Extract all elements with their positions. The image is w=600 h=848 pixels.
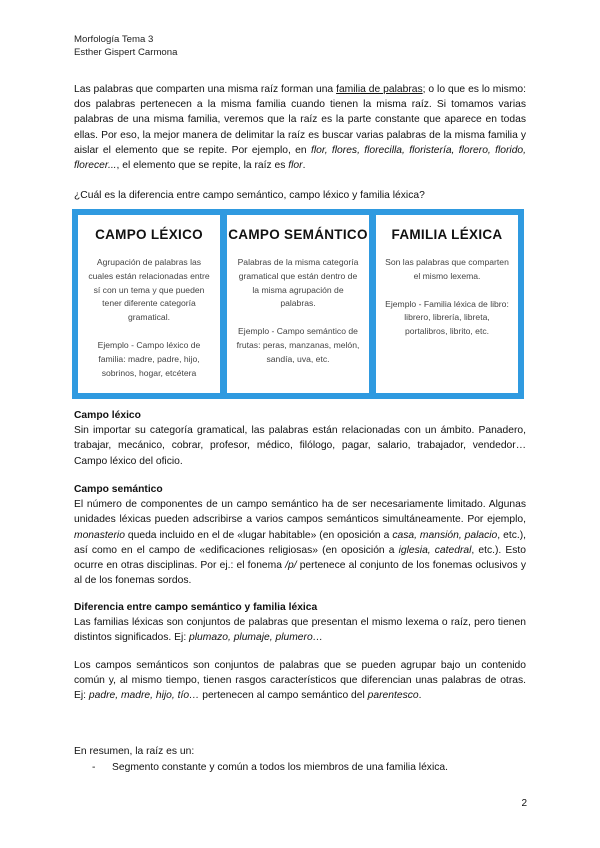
column-definition: Agrupación de palabras las cuales están relacionadas entre sí con un tema y que pueden tener diferente categoría gramatical. [88,257,210,323]
column-title: CAMPO SEMÁNTICO [228,227,368,242]
column-example: Ejemplo - Campo léxico de familia: madre, padre, hijo, sobrinos, hogar, etcétera [97,339,201,378]
document-header [74,33,177,59]
header-author: Esther Gispert Carmona [74,47,178,58]
comparison-infographic [72,209,524,399]
column-familia-lexica [376,215,518,393]
bullet-text: Segmento constante y común a todos los miembros de una familia léxica. [112,762,448,773]
column-example: Ejemplo - Campo semántico de frutas: peras, manzanas, melón, sandía, uva, etc. [236,326,360,364]
section-campo-lexico [74,408,526,469]
column-definition: Palabras de la misma categoría gramatical que están dentro de la misma agrupación de palabras. [237,257,359,309]
column-title: CAMPO LÉXICO [95,227,203,242]
column-example: Ejemplo - Familia léxica de libro: librero, librería, libreta, portalibros, librito, etc. [385,298,509,337]
column-campo-semantico [227,215,369,393]
bullet-dash: - [92,762,96,773]
section-heading: Campo semántico [74,484,163,495]
page-number: 2 [521,798,527,809]
section-heading: Campo léxico [74,410,141,421]
header-subject: Morfología Tema 3 [74,34,154,45]
column-title: FAMILIA LÉXICA [391,227,503,242]
intro-paragraph: Las palabras que comparten una misma raíz forman una familia de palabras; o lo que es lo mismo: dos palabras pertenecen a la misma familia cuando tienen la misma raíz. Si tomamos varias palabras de una misma familia, veremos que la raíz es la parte constante que aparece en todas ellas. Por eso, la mejor manera de delimitar la raíz es buscar varias palabras de la misma familia y aislar el elemento que se repite. Por ejemplo, en flor, flores, florecilla, floristería, florero, florido, florecer..., el elemento que se repite, la raíz es flor. [74,84,527,172]
section-heading: Diferencia entre campo semántico y familia léxica [74,602,318,613]
section-text: Sin importar su categoría gramatical, las palabras están relacionadas con un ámbito. Panadero, trabajar, mecánico, cobrar, profesor, médico, filólogo, pagar, salario, trabajador, vendedor… Campo léxico del oficio. [74,425,526,467]
section-diferencia: Diferencia entre campo semántico y familia léxica Las familias léxicas son conjuntos de palabras que presentan el mismo lexema o raíz, pero tienen distintos significados. Ej: plumazo, plumaje, plumero… [74,602,526,644]
summary-intro: En resumen, la raíz es un: [74,746,195,757]
column-campo-lexico [78,215,220,393]
column-definition: Son las palabras que comparten el mismo lexema. [385,257,509,281]
summary-bullet [92,762,448,773]
familia-link[interactable]: familia de palabras [336,84,423,95]
section-campo-semantico: Campo semántico El número de componentes de un campo semántico ha de ser necesariamente limitado. Algunas unidades léxicas pueden adscribirse a varios campos semánticos simultáneamente. Por ejemplo, monasterio queda incluido en el de «lugar habitable» (en oposición a casa, mansión, palacio, etc.), así como en el campo de «edificaciones religiosas» (en oposición a iglesia, catedral, etc.). Esto ocurre en otras disciplinas. Por ej.: el fonema /p/ pertenece al conjunto de los fonemas oclusivos y al de los fonemas sordos. [74,484,527,587]
question-line: ¿Cuál es la diferencia entre campo semántico, campo léxico y familia léxica? [74,190,425,201]
campos-semanticos-paragraph: Los campos semánticos son conjuntos de palabras que se pueden agrupar bajo un contenido común y, al mismo tiempo, tienen rasgos característicos que diferencian unas palabras de otras. Ej: padre, madre, hijo, tío… pertenecen al campo semántico del parentesco. [74,660,526,702]
